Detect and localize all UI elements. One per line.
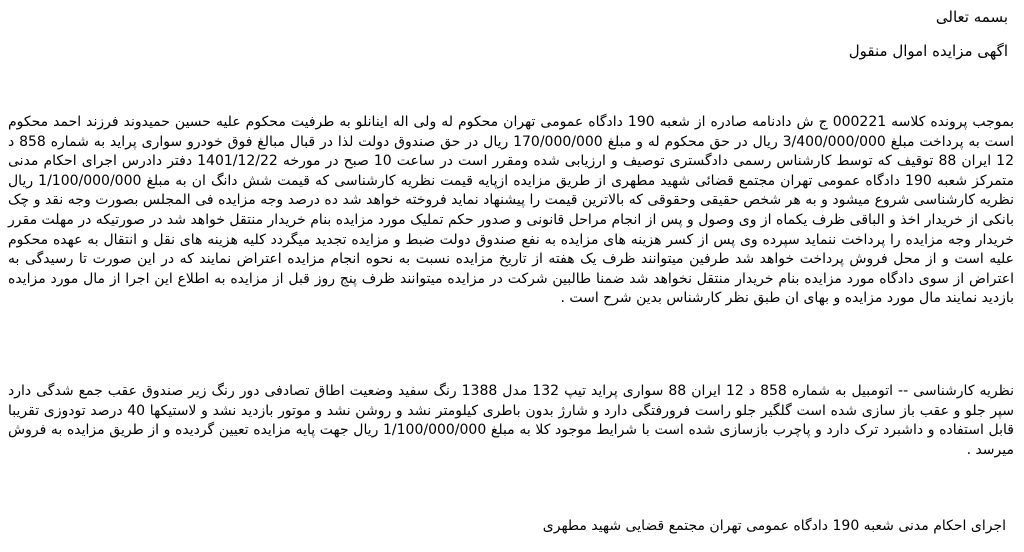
bismillah-heading: بسمه تعالی: [935, 8, 1008, 26]
issuing-authority-signature: اجرای احکام مدنی شعبه 190 دادگاه عمومی تهران مجتمع قضایی شهید مطهری: [542, 518, 1006, 534]
notice-title: اگهی مزایده اموال منقول: [848, 42, 1008, 60]
expert-opinion-paragraph: نظریه کارشناسی -- اتومبیل به شماره 858 د 12 ایران 88 سواری پراید تیپ 132 مدل 1388 رنگ سفید وضعیت اطاق تصادفی دور رنگ زیر صندوق عقب جمع شدگی دارد سپر جلو و عقب باز سازی شده است گلگیر جلو راست فرورفتگی دارد و شارژ بدون باطری کیلومتر نشد و روشن نشد و موتور بازدید نشد و لاستیکها 40 درصد تودوزی تقریبا قابل استفاده و داشبرد ترک دارد و پاچرب بازسازی شده است با شرایط موجود کلا به مبلغ 1/100/000/000 ریال جهت پایه مزایده تعیین گردیده و از طریق مزایده به فروش میرسد .: [8, 383, 1015, 458]
auction-details-paragraph: بموجب پرونده کلاسه 000221 ج ش دادنامه صادره از شعبه 190 دادگاه عمومی تهران محکوم له ولی اله اینانلو به طرفیت محکوم علیه حسین حمیدوند فرزند احمد محکوم است به پرداخت مبلغ 3/400/000/000 ریال در حق محکوم له و مبلغ 170/000/000 ریال در حق صندوق دولت لذا در قبال مبالغ فوق خودرو سواری پراید به شماره 858 د 12 ایران 88 توقیف که توسط کارشناس رسمی دادگستری توصیف و ارزیابی شده ومقرر است در ساعت 10 صبح در مورخه 1401/12/22 دفتر دادرس اجرای احکام مدنی متمرکز شعبه 190 دادگاه عمومی تهران مجتمع قضائی شهید مطهری از طریق مزایده ازپایه قیمت نظریه کارشناسی که قیمت شش دانگ ان به مبلغ 1/100/000/000 ریال نظریه کارشناسی شروع میشود و به هر شخص حقیقی وحقوقی که بالاترین قیمت را پیشنهاد نماید فروخته خواهد شد ده درصد وجه مزایده فی المجلس بصورت وجه نقد و چک بانکی از خریدار اخذ و الباقی ظرف یکماه از وی وصول و پس از انجام مراحل قانونی و صدور حکم تملیک مورد مزایده بنام خریدار منتقل خواهد شد در صورتیکه در مهلت مقرر خریدار وجه مزایده را پرداخت ننماید سپرده وی پس از کسر هزینه های مزایده به نفع صندوق دولت ضبط و مزایده تجدید میگردد کلیه هزینه های نقل و انتقال به عهده محکوم علیه است و از محل فروش پرداخت خواهد شد طرفین میتوانند ظرف یک هفته از تاریخ مزایده نسبت به نحوه انجام مزایده اعتراض نمایند که در این صورت تا رسیدگی به اعتراض از سوی دادگاه مورد مزایده بنام خریدار منتقل نخواهد شد ضمنا طالبین شرکت در مزایده میتوانند ظرف پنج روز قبل از مزایده به اطلاع این اجرا از مال مورد مزایده بازدید نمایند مال مورد مزایده و بهای ان طبق نظر کارشناس بدین شرح است .: [8, 114, 1015, 307]
